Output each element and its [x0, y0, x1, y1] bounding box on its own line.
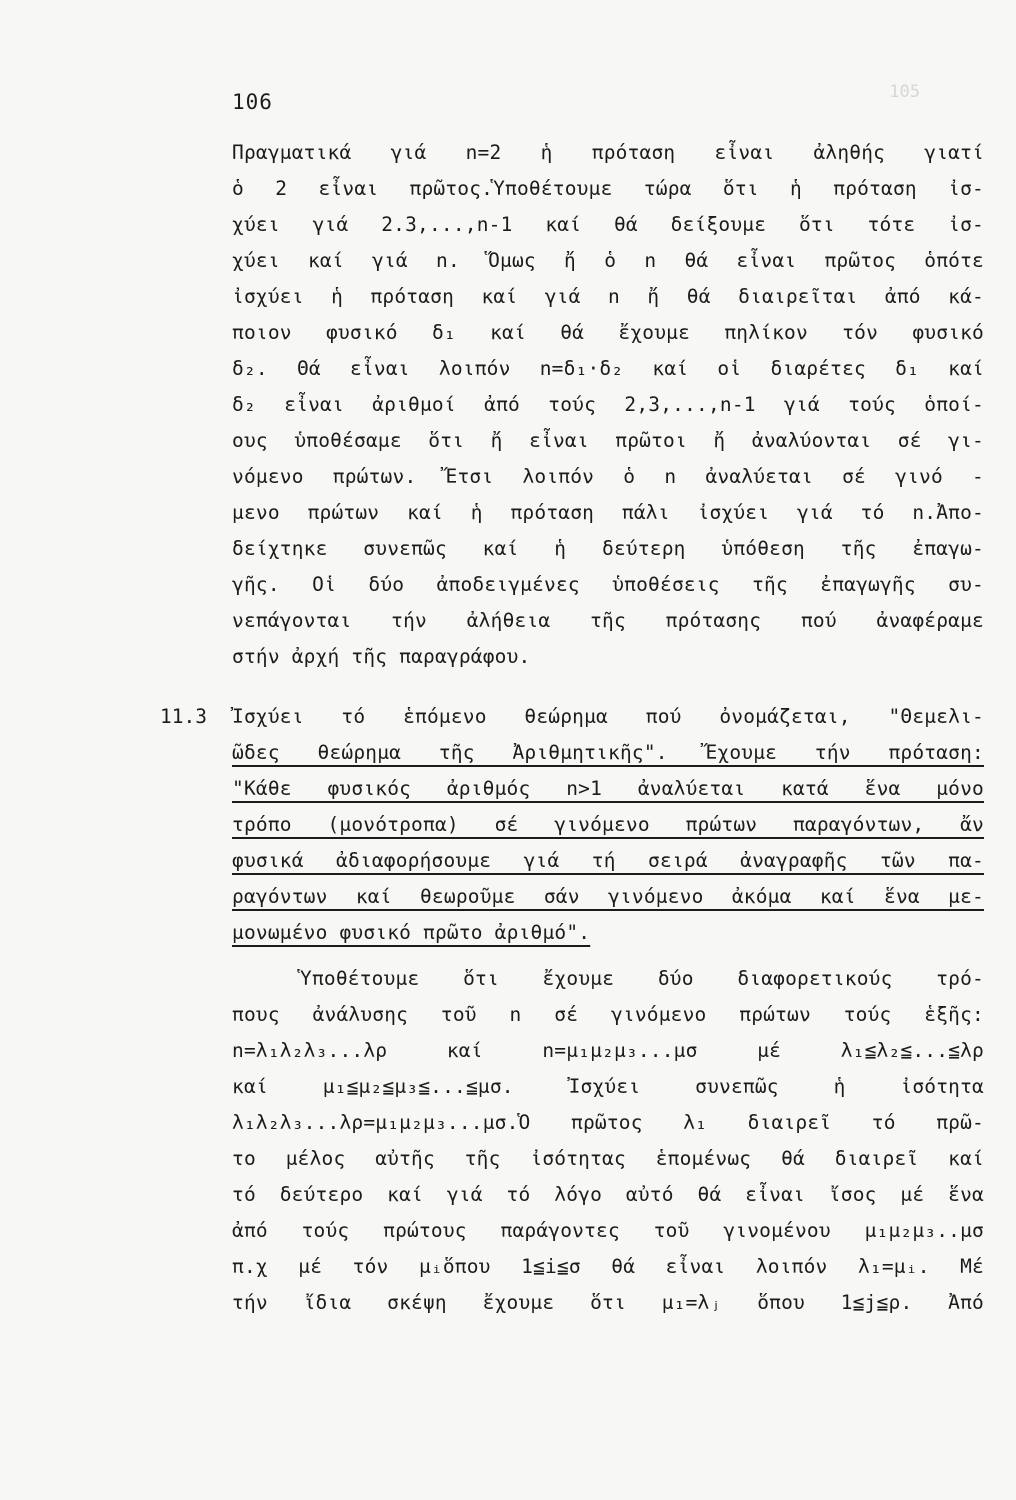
section-number: 11.3	[160, 705, 207, 728]
proof-line: το μέλος αὐτῆς τῆς ἰσότητας ἑπομένως θά διαιρεῖ καί	[232, 1147, 984, 1170]
text-line: μενο πρώτων καί ἡ πρόταση πάλι ἰσχύει γιά τό n.Ἀπο-	[232, 501, 984, 524]
proof-line: τό δεύτερο καί γιά τό λόγο αὐτό θά εἶναι ἴσος μέ ἕνα	[232, 1183, 984, 1206]
text-line: Πραγματικά γιά n=2 ἡ πρόταση εἶναι ἀληθής γιατί	[232, 141, 984, 164]
proof-line: πους ἀνάλυσης τοῦ n σέ γινόμενο πρώτων τούς ἑξῆς:	[232, 1003, 984, 1026]
text-line: δ₂. Θά εἶναι λοιπόν n=δ₁·δ₂ καί οἱ διαρέτες δ₁ καί	[232, 357, 984, 380]
text-line: ους ὑποθέσαμε ὅτι ἤ εἶναι πρῶτοι ἤ ἀναλύονται σέ γι-	[232, 429, 984, 452]
text-line: νόμενο πρώτων. Ἔτσι λοιπόν ὁ n ἀναλύεται σέ γινό -	[232, 465, 984, 488]
proof-line: n=λ₁λ₂λ₃...λρ καί n=μ₁μ₂μ₃...μσ μέ λ₁≦λ₂≦...≦λρ	[232, 1039, 984, 1062]
bleed-through-text: 105	[889, 82, 920, 102]
text-line: δ₂ εἶναι ἀριθμοί ἀπό τούς 2,3,...,n-1 γιά τούς ὁποί-	[232, 393, 984, 416]
text-line: ἰσχύει ἡ πρόταση καί γιά n ἤ θά διαιρεῖται ἀπό κά-	[232, 285, 984, 308]
text-line: στήν ἀρχή τῆς παραγράφου.	[232, 645, 531, 668]
theorem-line: μονωμένο φυσικό πρῶτο ἀριθμό".	[232, 921, 591, 944]
proof-line: καί μ₁≦μ₂≦μ₃≦...≦μσ. Ἰσχύει συνεπῶς ἡ ἰσότητα	[232, 1075, 984, 1098]
theorem-line: ῶδες θεώρημα τῆς Ἀριθμητικῆς". Ἔχουμε τήν πρόταση:	[232, 741, 984, 764]
text-line: νεπάγονται τήν ἀλήθεια τῆς πρότασης πού ἀναφέραμε	[232, 609, 984, 632]
theorem-line: Ἰσχύει τό ἑπόμενο θεώρημα πού ὀνομάζεται, "Θεμελι-	[232, 705, 984, 728]
text-line: δείχτηκε συνεπῶς καί ἡ δεύτερη ὑπόθεση τῆς ἐπαγω-	[232, 537, 984, 560]
proof-line: τήν ἴδια σκέψη ἔχουμε ὅτι μ₁=λⱼ ὅπου 1≦j≦ρ. Ἀπό	[232, 1291, 984, 1314]
page-number: 106	[232, 90, 273, 114]
text-line: ποιον φυσικό δ₁ καί θά ἔχουμε πηλίκον τόν φυσικό	[232, 321, 984, 344]
proof-line: π.χ μέ τόν μᵢὅπου 1≦i≦σ θά εἶναι λοιπόν λ₁=μᵢ. Μέ	[232, 1255, 984, 1278]
theorem-line: "Κάθε φυσικός ἀριθμός n>1 ἀναλύεται κατά ἕνα μόνο	[232, 777, 984, 800]
text-line: ὁ 2 εἶναι πρῶτος.Ὑποθέτουμε τώρα ὅτι ἡ πρόταση ἰσ-	[232, 177, 984, 200]
proof-line: λ₁λ₂λ₃...λρ=μ₁μ₂μ₃...μσ.Ὁ πρῶτος λ₁ διαιρεῖ τό πρῶ-	[232, 1111, 984, 1134]
theorem-line: τρόπο (μονότροπα) σέ γινόμενο πρώτων παραγόντων, ἄν	[232, 813, 984, 836]
text-line: χύει καί γιά n. Ὅμως ἤ ὁ n θά εἶναι πρῶτος ὁπότε	[232, 249, 984, 272]
theorem-line: ραγόντων καί θεωροῦμε σάν γινόμενο ἀκόμα καί ἕνα με-	[232, 885, 984, 908]
text-line: χύει γιά 2.3,...,n-1 καί θά δείξουμε ὅτι τότε ἰσ-	[232, 213, 984, 236]
proof-line: ἀπό τούς πρώτους παράγοντες τοῦ γινομένου μ₁μ₂μ₃..μσ	[232, 1219, 984, 1242]
proof-line: Ὑποθέτουμε ὅτι ἔχουμε δύο διαφορετικούς τρό-	[300, 967, 984, 990]
theorem-line: φυσικά ἀδιαφορήσουμε γιά τή σειρά ἀναγραφῆς τῶν πα-	[232, 849, 984, 872]
text-line: γῆς. Οἱ δύο ἀποδειγμένες ὑποθέσεις τῆς ἐπαγωγῆς συ-	[232, 573, 984, 596]
